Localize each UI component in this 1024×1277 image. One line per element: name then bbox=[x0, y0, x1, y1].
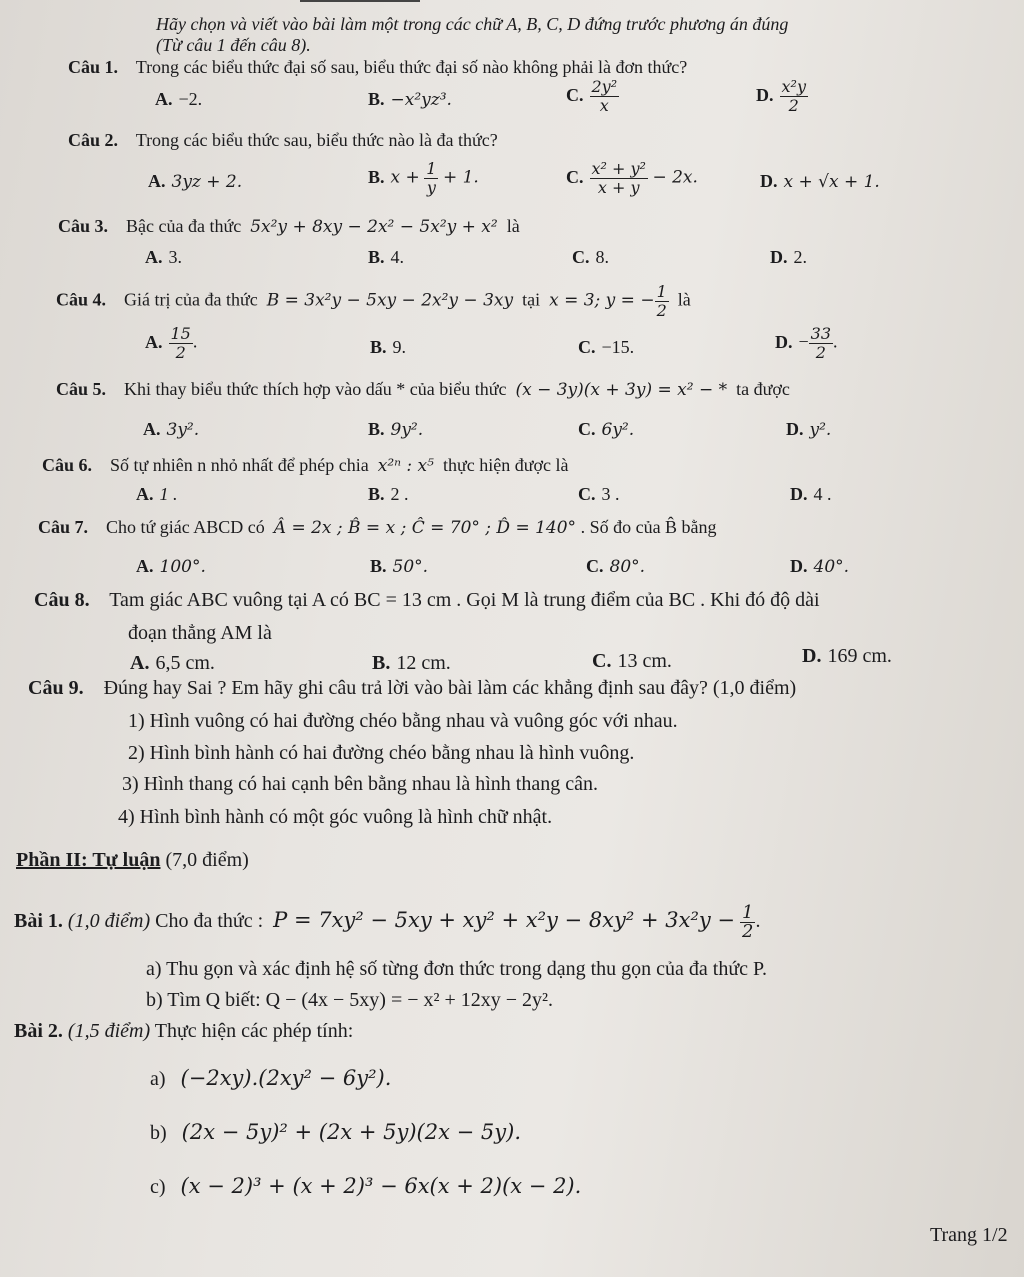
instruction-line-1: Hãy chọn và viết vào bài làm một trong các chữ A, B, C, D đứng trước phương án đúng bbox=[156, 14, 789, 34]
q1-option-a: A. −2. bbox=[155, 89, 203, 109]
exercise-1: Bài 1. (1,0 điểm) Cho đa thức : P = 7xy² − 5xy + xy² + x²y − 8xy² + 3x²y − $\frac{1}{2}$ . bbox=[14, 902, 761, 942]
question-1 bbox=[68, 56, 687, 78]
q5-option-b: B. 9y². bbox=[368, 419, 424, 440]
page-number: Trang 1/2 bbox=[930, 1224, 1008, 1246]
q9-item-3: 3) Hình thang có hai cạnh bên bằng nhau là hình thang cân. bbox=[122, 773, 598, 795]
q7-option-c: C. 80°. bbox=[586, 556, 646, 577]
q7-option-b: B. 50°. bbox=[370, 556, 429, 577]
q2-option-a: A. 3yz + 2. bbox=[148, 171, 243, 192]
q6-option-b: B. 2 . bbox=[368, 484, 409, 504]
q4-option-a: A. $\frac{15}{2}$ . bbox=[145, 324, 198, 362]
q3-option-b: B. 4. bbox=[368, 247, 405, 267]
exercise-2: Bài 2. (1,5 điểm) Thực hiện các phép tính: bbox=[14, 1020, 354, 1042]
part-2-heading: Phần II: Tự luận (7,0 điểm) bbox=[16, 849, 249, 871]
question-4: Câu 4. Giá trị của đa thức B = 3x²y − 5xy − 2x²y − 3xy tại x = 3; y = − $\frac{1}{2}$ là bbox=[56, 282, 691, 320]
q8-option-d: D. 169 cm. bbox=[802, 645, 892, 667]
q7-option-a: A. 100°. bbox=[136, 556, 206, 577]
q6-option-c: C. 3 . bbox=[578, 484, 620, 504]
question-8-line-2: đoạn thẳng AM là bbox=[128, 622, 272, 644]
q6-option-d: D. 4 . bbox=[790, 484, 832, 504]
question-1-text: Trong các biểu thức đại số sau, biểu thức đại số nào không phải là đơn thức? bbox=[135, 57, 688, 77]
q4-option-c: C. −15. bbox=[578, 337, 635, 357]
question-5: Câu 5. Khi thay biểu thức thích hợp vào dấu * của biểu thức (x − 3y)(x + 3y) = x² − * ta được bbox=[56, 379, 790, 400]
question-6: Câu 6. Số tự nhiên n nhỏ nhất để phép chia x²ⁿ : x⁵ thực hiện được là bbox=[42, 455, 569, 476]
question-3: Câu 3. Bậc của đa thức 5x²y + 8xy − 2x² − 5x²y + x² là bbox=[58, 216, 520, 237]
q1-option-d: D. $\frac{\text{x²y}}{2}$ bbox=[756, 77, 806, 115]
q3-option-a: A. 3. bbox=[145, 247, 182, 267]
question-8: Câu 8. Tam giác ABC vuông tại A có BC = 13 cm . Gọi M là trung điểm của BC . Khi đó độ dài bbox=[34, 589, 820, 611]
q1-option-c: C. $\frac{\text{2y²}}{x}$ bbox=[566, 77, 618, 115]
question-7: Câu 7. Cho tứ giác ABCD có Â = 2x ; B̂ = x ; Ĉ = 70° ; D̂ = 140° . Số đo của B̂ bằng bbox=[38, 517, 717, 538]
q2-option-c: C. $\frac{\text{x² + y²}}{x + y}$ − 2x. bbox=[566, 159, 698, 197]
q1-option-b: B. −x²yz³. bbox=[368, 89, 452, 110]
q9-item-4: 4) Hình bình hành có một góc vuông là hình chữ nhật. bbox=[118, 806, 553, 828]
q8-option-b: B. 12 cm. bbox=[372, 652, 451, 674]
question-2: Câu 2. Trong các biểu thức sau, biểu thức nào là đa thức? bbox=[68, 130, 498, 150]
exercise-2-b: b) (2x − 5y)² + (2x + 5y)(2x − 5y). bbox=[150, 1120, 521, 1144]
q8-option-c: C. 13 cm. bbox=[592, 650, 672, 672]
top-rule bbox=[300, 0, 420, 2]
q5-option-a: A. 3y². bbox=[143, 419, 200, 440]
q2-option-b: B. x + $\frac{1}{y}$ + 1. bbox=[368, 159, 479, 197]
q9-item-1: 1) Hình vuông có hai đường chéo bằng nhau và vuông góc với nhau. bbox=[128, 710, 678, 732]
instruction-line-2: (Từ câu 1 đến câu 8). bbox=[156, 35, 311, 55]
q3-option-c: C. 8. bbox=[572, 247, 609, 267]
exercise-1-b: b) Tìm Q biết: Q − (4x − 5xy) = − x² + 12xy − 2y². bbox=[146, 989, 554, 1011]
q4-option-d: D. − $\frac{33}{2}$ . bbox=[775, 324, 838, 362]
q8-option-a: A. 6,5 cm. bbox=[130, 652, 215, 674]
q4-option-b: B. 9. bbox=[370, 337, 407, 357]
question-1-label: Câu 1. bbox=[68, 57, 119, 77]
exercise-2-a: a) (−2xy).(2xy² − 6y²). bbox=[150, 1066, 392, 1090]
q5-option-c: C. 6y². bbox=[578, 419, 635, 440]
exercise-2-c: c) (x − 2)³ + (x + 2)³ − 6x(x + 2)(x − 2). bbox=[150, 1174, 582, 1198]
q9-item-2: 2) Hình bình hành có hai đường chéo bằng nhau là hình vuông. bbox=[128, 742, 635, 764]
q2-option-d: D. x + √x + 1. bbox=[760, 171, 880, 192]
q5-option-d: D. y². bbox=[786, 419, 832, 440]
question-9: Câu 9. Đúng hay Sai ? Em hãy ghi câu trả lời vào bài làm các khẳng định sau đây? (1,0 điểm) bbox=[28, 677, 797, 699]
exercise-1-a: a) Thu gọn và xác định hệ số từng đơn thức trong dạng thu gọn của đa thức P. bbox=[146, 958, 767, 980]
q7-option-d: D. 40°. bbox=[790, 556, 850, 577]
q3-option-d: D. 2. bbox=[770, 247, 807, 267]
q6-option-a: A. 1 . bbox=[136, 484, 178, 504]
